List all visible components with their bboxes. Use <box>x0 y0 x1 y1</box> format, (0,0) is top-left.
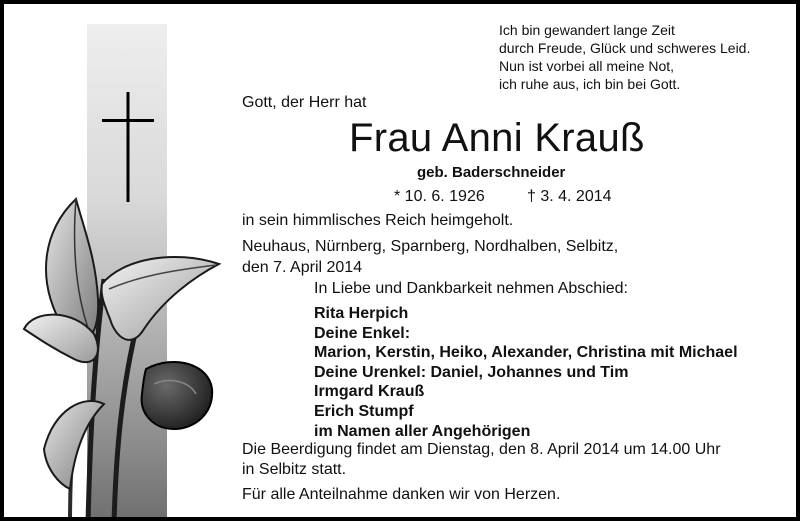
taken-text: in sein himmlisches Reich heimgeholt. <box>242 212 514 229</box>
mourner-line: Marion, Kerstin, Heiko, Alexander, Christina mit Michael <box>314 344 738 362</box>
farewell-text: In Liebe und Dankbarkeit nehmen Abschied: <box>314 280 628 297</box>
mourner-line: Irmgard Krauß <box>314 383 425 401</box>
mourner-line: Erich Stumpf <box>314 402 414 420</box>
mourner-line: Deine Enkel: <box>314 324 411 342</box>
poem-line: ich ruhe aus, ich bin bei Gott. <box>499 76 681 92</box>
poem-line: Nun ist vorbei all meine Not, <box>499 58 675 74</box>
poem <box>499 21 750 93</box>
mourner-line: Deine Urenkel: Daniel, Johannes und Tim <box>314 363 629 381</box>
places-text: Neuhaus, Nürnberg, Sparnberg, Nordhalben, Selbitz, <box>242 238 619 255</box>
funeral-location-text: in Selbitz statt. <box>242 461 347 478</box>
poem-line: Ich bin gewandert lange Zeit <box>499 22 675 38</box>
thanks-text: Für alle Anteilnahme danken wir von Herzen. <box>242 486 561 503</box>
mourner-line: Rita Herpich <box>314 305 409 322</box>
mourners-list <box>314 304 738 441</box>
birth-name: geb. Baderschneider <box>417 164 566 181</box>
calla-lily-icon <box>4 189 234 521</box>
death-date: † 3. 4. 2014 <box>527 188 612 205</box>
mourner-line: im Namen aller Angehörigen <box>314 422 531 440</box>
poem-line: durch Freude, Glück und schweres Leid. <box>499 40 751 56</box>
birth-date: * 10. 6. 1926 <box>394 188 485 205</box>
cross-icon <box>102 92 154 202</box>
intro-text: Gott, der Herr hat <box>242 94 367 111</box>
date-text: den 7. April 2014 <box>242 259 363 276</box>
deceased-name: Frau Anni Krauß <box>349 116 645 160</box>
funeral-text: Die Beerdigung findet am Dienstag, den 8. April 2014 um 14.00 Uhr <box>242 441 721 458</box>
